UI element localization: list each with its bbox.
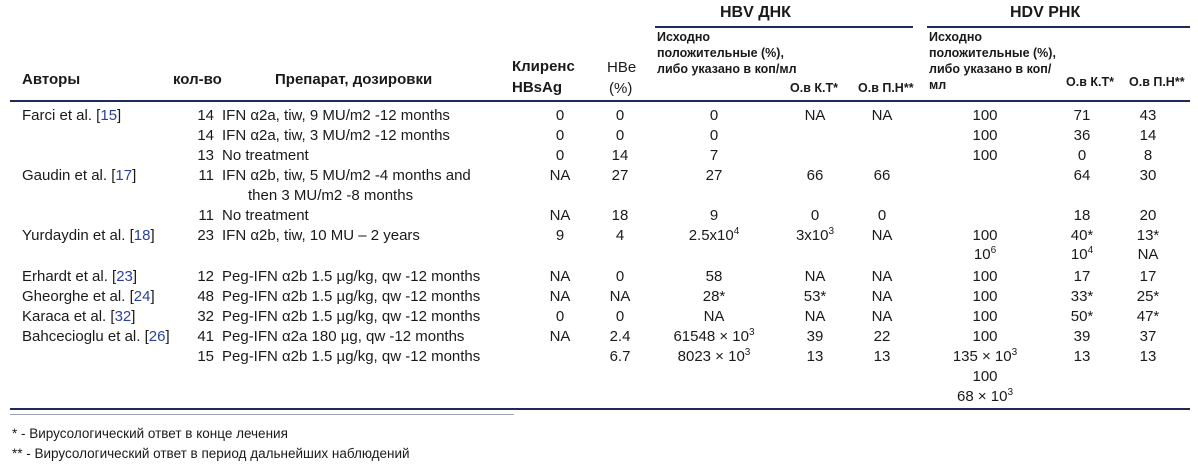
cell-exponent: 4 <box>1087 245 1094 256</box>
cell-value: 9 <box>555 227 565 244</box>
cell-value: 58 <box>705 268 723 285</box>
cell-hbv-initial <box>655 327 773 347</box>
cell-hbv-initial <box>655 347 773 367</box>
cell-hdv-response-end <box>1052 206 1112 226</box>
cell-hdv-response-followup <box>1118 307 1178 327</box>
cell-hbv-response-end <box>785 347 845 367</box>
cell-hbv-initial <box>655 126 773 146</box>
author-name: Karaca et al. [ <box>22 308 115 325</box>
cell-clearance <box>540 146 580 166</box>
cell-hbv-response-followup <box>852 106 912 126</box>
cell-value: NA <box>871 308 893 325</box>
cell-author <box>22 287 155 307</box>
cell-count <box>182 307 214 327</box>
author-name: Yurdaydin et al. [ <box>22 227 134 244</box>
cell-value: 27 <box>705 167 723 184</box>
cell-count <box>182 226 214 246</box>
cell-value: 7 <box>709 147 719 164</box>
cell-value: 14 <box>197 107 214 124</box>
cell-hdv-response-end <box>1052 126 1112 146</box>
cell-hdv-response-followup <box>1118 206 1178 226</box>
header-hbv-initial: Исходно положительные (%), либо указано в коп/мл <box>657 30 797 76</box>
cell-exponent: 3 <box>748 327 755 338</box>
cell-value: 39 <box>1073 328 1091 345</box>
cell-hdv-response-end <box>1052 287 1112 307</box>
cell-hbe <box>600 347 640 367</box>
cell-value: NA <box>549 207 571 224</box>
header-hbv-response-followup: О.в П.Н** <box>858 81 914 95</box>
cell-hbe <box>600 206 640 226</box>
cell-author <box>22 106 121 126</box>
cell-value: 66 <box>873 167 891 184</box>
cell-count <box>182 347 214 367</box>
cell-value: 25* <box>1136 288 1160 305</box>
cell-count <box>182 146 214 166</box>
cell-hbv-initial <box>655 226 773 246</box>
cell-value: 64 <box>1073 167 1091 184</box>
cell-hdv-response-followup <box>1118 126 1178 146</box>
author-name: Farci et al. [ <box>22 107 101 124</box>
cell-value: 15 <box>197 348 214 365</box>
cell-hdv-initial <box>945 387 1025 407</box>
cell-value: 0 <box>555 308 565 325</box>
cell-hbv-response-followup <box>852 226 912 246</box>
cell-hdv-response-followup <box>1118 245 1178 265</box>
cell-value: NA <box>871 288 893 305</box>
cell-hbv-response-followup <box>852 327 912 347</box>
cell-value: 100 <box>972 107 998 124</box>
cell-hbv-response-followup <box>852 347 912 367</box>
cell-value: 48 <box>197 288 214 305</box>
cell-value: 11 <box>198 207 214 224</box>
cell-value: 18 <box>1073 207 1091 224</box>
cell-value: NA <box>871 227 893 244</box>
header-hdv-response-followup: О.в П.Н** <box>1129 75 1185 89</box>
cell-hbv-initial <box>655 206 773 226</box>
cell-count <box>182 267 214 287</box>
table-bottom-rule <box>10 408 1190 410</box>
cell-value: 47* <box>1136 308 1160 325</box>
cell-value: 0 <box>709 127 719 144</box>
cell-hdv-response-followup <box>1118 146 1178 166</box>
cell-value: 8023 × 10 <box>677 348 745 365</box>
cell-value: 0 <box>1077 147 1087 164</box>
cell-value: 30 <box>1139 167 1157 184</box>
cell-hbv-response-end <box>785 327 845 347</box>
cell-value: 0 <box>615 268 625 285</box>
cell-value: 14 <box>1139 127 1157 144</box>
cell-hdv-response-followup <box>1118 287 1178 307</box>
cell-value: 68 × 10 <box>956 388 1008 405</box>
cell-count <box>182 106 214 126</box>
header-authors: Авторы <box>22 71 81 88</box>
group-hbv-rule <box>655 26 913 28</box>
cell-hdv-initial <box>945 307 1025 327</box>
cell-value: 0 <box>615 127 625 144</box>
cell-hdv-response-end <box>1052 245 1112 265</box>
cell-value: 9 <box>709 207 719 224</box>
group-hbv-header: HBV ДНК <box>720 4 791 21</box>
cell-author <box>22 307 135 327</box>
header-clearance-line2: HBsAg <box>512 79 563 96</box>
cell-value: 100 <box>972 268 998 285</box>
cell-drug: No treatment <box>222 207 309 224</box>
cell-drug: Peg-IFN α2b 1.5 µg/kg, qw -12 months <box>222 348 481 365</box>
cell-clearance <box>540 206 580 226</box>
cell-clearance <box>540 267 580 287</box>
cell-exponent: 3 <box>744 347 751 358</box>
cell-hbv-response-end <box>785 307 845 327</box>
header-drug: Препарат, дозировки <box>275 71 433 88</box>
cell-hbv-response-followup <box>852 287 912 307</box>
cell-clearance <box>540 307 580 327</box>
cell-value: 100 <box>972 328 998 345</box>
cell-hbe <box>600 307 640 327</box>
cell-value: 0 <box>615 107 625 124</box>
reference-link[interactable]: 17 <box>115 167 133 184</box>
cell-value: 10 <box>973 246 991 263</box>
cell-value: 18 <box>611 207 629 224</box>
cell-value: NA <box>804 308 826 325</box>
cell-value: 0 <box>555 127 565 144</box>
cell-hdv-initial <box>945 226 1025 246</box>
reference-bracket: ] <box>150 288 155 305</box>
cell-value: 43 <box>1139 107 1157 124</box>
cell-hbe <box>600 126 640 146</box>
cell-value: 13 <box>197 147 214 164</box>
cell-hdv-initial <box>945 347 1025 367</box>
cell-value: 32 <box>197 308 214 325</box>
cell-clearance <box>540 327 580 347</box>
footnote-end-of-treatment: * - Вирусологический ответ в конце лечения <box>12 426 288 441</box>
cell-hbv-response-followup <box>852 307 912 327</box>
cell-value: 100 <box>972 147 998 164</box>
cell-value: 100 <box>972 227 998 244</box>
cell-hbv-initial <box>655 106 773 126</box>
reference-link[interactable]: 24 <box>133 288 151 305</box>
cell-hbv-response-end <box>785 166 845 186</box>
cell-value: 12 <box>197 268 214 285</box>
cell-hdv-response-end <box>1052 106 1112 126</box>
cell-drug: IFN α2b, tiw, 5 MU/m2 -4 months and <box>222 167 471 184</box>
cell-author <box>22 267 137 287</box>
group-hdv-header: HDV РНК <box>1010 4 1081 21</box>
cell-clearance <box>540 226 580 246</box>
cell-drug: Peg-IFN α2a 180 µg, qw -12 months <box>222 328 465 345</box>
cell-value: 100 <box>972 368 998 385</box>
reference-bracket: ] <box>132 167 137 184</box>
reference-link[interactable]: 18 <box>133 227 151 244</box>
cell-hbv-response-end <box>785 267 845 287</box>
cell-author <box>22 327 170 347</box>
cell-value: 2.5x10 <box>688 227 734 244</box>
cell-value: 100 <box>972 288 998 305</box>
cell-value: 41 <box>197 328 214 345</box>
cell-hdv-response-followup <box>1118 347 1178 367</box>
cell-drug: No treatment <box>222 147 309 164</box>
cell-value: 0 <box>810 207 820 224</box>
cell-hbv-response-followup <box>852 267 912 287</box>
header-hdv-response-end: О.в К.Т* <box>1066 75 1114 89</box>
cell-exponent: 6 <box>990 245 997 256</box>
cell-hbv-response-followup <box>852 166 912 186</box>
cell-count <box>182 287 214 307</box>
cell-hdv-response-followup <box>1118 267 1178 287</box>
cell-value: 11 <box>198 167 214 184</box>
cell-hbe <box>600 267 640 287</box>
header-count: кол-во <box>173 71 222 88</box>
cell-hbv-initial <box>655 307 773 327</box>
cell-hdv-response-followup <box>1118 226 1178 246</box>
cell-count <box>182 206 214 226</box>
cell-author <box>22 166 136 186</box>
cell-hdv-initial <box>945 245 1025 265</box>
cell-value: 33* <box>1070 288 1094 305</box>
cell-exponent: 4 <box>733 226 740 237</box>
cell-value: 17 <box>1139 268 1157 285</box>
reference-link[interactable]: 23 <box>116 268 133 285</box>
cell-author <box>22 226 155 246</box>
cell-value: NA <box>871 107 893 124</box>
cell-hbv-response-end <box>785 106 845 126</box>
cell-value: 13 <box>806 348 824 365</box>
header-hdv-initial: Исходно положительные (%), либо указано в коп/мл <box>929 30 1056 92</box>
cell-value: 71 <box>1073 107 1091 124</box>
cell-exponent: 3 <box>828 226 835 237</box>
cell-value: 61548 × 10 <box>673 328 749 345</box>
reference-link[interactable]: 26 <box>148 328 166 345</box>
cell-hdv-initial <box>945 126 1025 146</box>
cell-hdv-initial <box>945 146 1025 166</box>
cell-value: NA <box>609 288 631 305</box>
cell-hbe <box>600 146 640 166</box>
cell-count <box>182 126 214 146</box>
cell-hbe <box>600 287 640 307</box>
cell-hdv-response-end <box>1052 166 1112 186</box>
reference-link[interactable]: 15 <box>100 107 118 124</box>
cell-hbv-initial <box>655 146 773 166</box>
cell-count <box>182 327 214 347</box>
cell-hdv-response-end <box>1052 267 1112 287</box>
cell-exponent: 3 <box>1007 387 1014 398</box>
cell-value: 28* <box>702 288 726 305</box>
cell-count <box>182 166 214 186</box>
reference-bracket: ] <box>117 107 122 124</box>
cell-value: 40* <box>1070 227 1094 244</box>
cell-value: 13* <box>1136 227 1160 244</box>
cell-hdv-initial <box>945 287 1025 307</box>
cell-hdv-response-end <box>1052 327 1112 347</box>
cell-value: NA <box>549 167 571 184</box>
author-name: Erhardt et al. [ <box>22 268 117 285</box>
cell-drug: Peg-IFN α2b 1.5 µg/kg, qw -12 months <box>222 308 481 325</box>
cell-value: NA <box>871 268 893 285</box>
cell-value: 23 <box>197 227 214 244</box>
cell-value: 4 <box>615 227 625 244</box>
header-clearance-line1: Клиренс <box>512 58 575 75</box>
cell-value: NA <box>804 268 826 285</box>
cell-value: 100 <box>972 308 998 325</box>
cell-hdv-initial <box>945 267 1025 287</box>
cell-hdv-initial <box>945 106 1025 126</box>
cell-value: 53* <box>803 288 827 305</box>
cell-value: 13 <box>873 348 891 365</box>
cell-value: 10 <box>1070 246 1088 263</box>
cell-value: 36 <box>1073 127 1091 144</box>
cell-value: 14 <box>197 127 214 144</box>
cell-drug: Peg-IFN α2b 1.5 µg/kg, qw -12 months <box>222 288 481 305</box>
cell-hdv-response-end <box>1052 146 1112 166</box>
cell-drug-continued: then 3 MU/m2 -8 months <box>248 187 414 204</box>
cell-value: NA <box>703 308 725 325</box>
cell-value: NA <box>549 268 571 285</box>
group-hdv-rule <box>927 26 1190 28</box>
cell-drug: IFN α2a, tiw, 3 MU/m2 -12 months <box>222 127 450 144</box>
cell-value: 0 <box>709 107 719 124</box>
footnote-followup: ** - Вирусологический ответ в период дальнейших наблюдений <box>12 446 410 461</box>
author-name: Gheorghe et al. [ <box>22 288 134 305</box>
header-hbv-response-end: О.в К.Т* <box>790 81 838 95</box>
cell-clearance <box>540 287 580 307</box>
cell-value: 50* <box>1070 308 1094 325</box>
cell-exponent: 3 <box>1011 347 1018 358</box>
cell-value: 13 <box>1139 348 1157 365</box>
cell-hbe <box>600 106 640 126</box>
cell-value: 20 <box>1139 207 1157 224</box>
cell-value: 14 <box>611 147 629 164</box>
cell-value: NA <box>549 328 571 345</box>
cell-hbv-response-followup <box>852 206 912 226</box>
cell-value: 135 × 10 <box>952 348 1012 365</box>
header-hbe-line2: (%) <box>609 80 633 97</box>
cell-hdv-response-end <box>1052 347 1112 367</box>
cell-hdv-response-followup <box>1118 327 1178 347</box>
cell-value: 2.4 <box>609 328 631 345</box>
cell-hdv-initial <box>945 327 1025 347</box>
cell-clearance <box>540 166 580 186</box>
author-name: Gaudin et al. [ <box>22 167 116 184</box>
cell-hbv-initial <box>655 166 773 186</box>
cell-hbe <box>600 226 640 246</box>
cell-hbv-response-end <box>785 287 845 307</box>
cell-value: 100 <box>972 127 998 144</box>
cell-value: 27 <box>611 167 629 184</box>
cell-hdv-response-end <box>1052 307 1112 327</box>
cell-value: 0 <box>555 107 565 124</box>
cell-value: 66 <box>806 167 824 184</box>
footnote-separator <box>10 414 514 415</box>
cell-clearance <box>540 126 580 146</box>
cell-hbv-initial <box>655 287 773 307</box>
cell-hdv-response-followup <box>1118 106 1178 126</box>
cell-value: 13 <box>1073 348 1091 365</box>
cell-hdv-response-followup <box>1118 166 1178 186</box>
cell-value: 0 <box>877 207 887 224</box>
reference-bracket: ] <box>150 227 155 244</box>
cell-drug: IFN α2b, tiw, 10 MU – 2 years <box>222 227 420 244</box>
header-bottom-rule <box>10 100 1190 102</box>
cell-drug: Peg-IFN α2b 1.5 µg/kg, qw -12 months <box>222 268 481 285</box>
cell-hbe <box>600 327 640 347</box>
cell-value: 0 <box>615 308 625 325</box>
cell-value: NA <box>549 288 571 305</box>
cell-clearance <box>540 106 580 126</box>
reference-bracket: ] <box>132 268 138 285</box>
cell-value: 39 <box>806 328 824 345</box>
cell-value: 22 <box>873 328 891 345</box>
reference-link[interactable]: 32 <box>114 308 132 325</box>
cell-value: NA <box>804 107 826 124</box>
cell-value: 3x10 <box>795 227 829 244</box>
reference-bracket: ] <box>165 328 170 345</box>
cell-hdv-response-end <box>1052 226 1112 246</box>
cell-hbv-response-end <box>785 226 845 246</box>
cell-value: 8 <box>1143 147 1153 164</box>
cell-hbv-initial <box>655 267 773 287</box>
reference-bracket: ] <box>131 308 136 325</box>
cell-hbe <box>600 166 640 186</box>
author-name: Bahcecioglu et al. [ <box>22 328 149 345</box>
cell-drug: IFN α2a, tiw, 9 MU/m2 -12 months <box>222 107 450 124</box>
cell-value: 0 <box>555 147 565 164</box>
header-hbe-line1: HBe <box>607 59 637 76</box>
cell-hdv-initial <box>945 367 1025 387</box>
cell-hbv-response-end <box>785 206 845 226</box>
cell-value: 37 <box>1139 328 1157 345</box>
cell-value: 6.7 <box>609 348 631 365</box>
cell-value: NA <box>1137 246 1159 263</box>
cell-value: 17 <box>1073 268 1091 285</box>
